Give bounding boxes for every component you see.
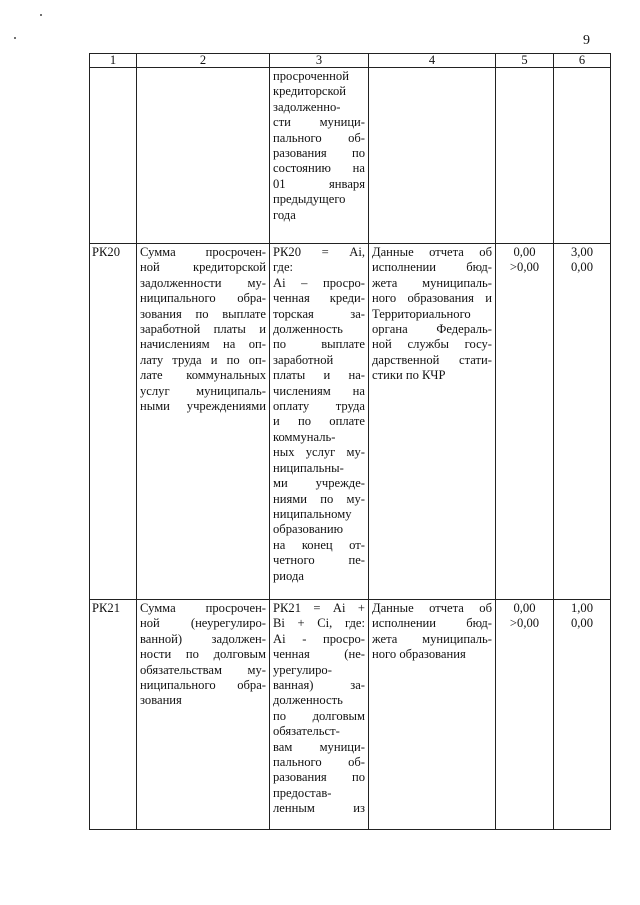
table-row-continuation — [90, 68, 611, 244]
text-line: услуг муниципаль- — [140, 383, 266, 398]
text-line: исполнении бюд- — [372, 260, 492, 275]
text-line: Территориального — [372, 306, 471, 321]
threshold-cell — [496, 600, 554, 830]
text-line: ниципального обра- — [140, 678, 266, 693]
text-line: образованию — [273, 522, 344, 537]
score-value: 1,00 — [570, 601, 594, 615]
text-line: пального об- — [273, 755, 365, 770]
header-cell: 6 — [554, 54, 611, 68]
text-line: РК21 = Ai + — [273, 601, 365, 615]
page-number: 9 — [583, 33, 590, 48]
text-line: по долговым — [273, 708, 365, 723]
formula-cell — [270, 600, 369, 830]
text-line: года — [273, 207, 296, 222]
text-line: по выплате — [273, 337, 365, 352]
text-line: 01 января — [273, 176, 365, 191]
text-line: просроченной — [273, 69, 349, 83]
header-cell: 5 — [496, 54, 554, 68]
text-line: обязательствам му- — [140, 662, 266, 677]
code-cell: РК20 — [90, 244, 137, 600]
source-cell — [369, 244, 496, 600]
text-line: заработной — [273, 352, 334, 367]
header-row — [90, 54, 611, 68]
text-line: вам муници- — [273, 739, 365, 754]
value-cell — [496, 68, 554, 244]
text-line: стики по КЧР — [372, 368, 446, 383]
text-line: ной службы госу- — [372, 337, 492, 352]
code-cell: РК21 — [90, 600, 137, 830]
header-cell: 3 — [270, 54, 369, 68]
text-line: ных услуг му- — [273, 445, 365, 460]
text-line: долженность — [273, 693, 343, 708]
text-line: органа Федераль- — [372, 322, 492, 337]
text-line: обязательст- — [273, 724, 340, 739]
text-line: на конец от- — [273, 537, 365, 552]
scan-speck — [40, 14, 42, 16]
text-line: кредиторской — [273, 84, 347, 99]
indicator-table — [89, 53, 611, 830]
text-line: где: — [273, 260, 294, 275]
threshold-value: 0,00 — [513, 601, 536, 615]
table-row — [90, 600, 611, 830]
text-line: четного пе- — [273, 553, 365, 568]
text-line: Ai – просро- — [273, 275, 365, 290]
header-cell: 1 — [90, 54, 137, 68]
text-line: числениям на — [273, 383, 365, 398]
text-line: ниципальны- — [273, 460, 344, 475]
text-line: ниями по му- — [273, 491, 365, 506]
text-line: пального об- — [273, 130, 365, 145]
text-line: задолженно- — [273, 99, 341, 114]
source-cell — [369, 68, 496, 244]
text-line: дарственной стати- — [372, 352, 492, 367]
text-line: ниципального обра- — [140, 291, 266, 306]
text-line: разования по — [273, 770, 365, 785]
threshold-cell — [496, 244, 554, 600]
text-line: исполнении бюд- — [372, 616, 492, 631]
header-cell: 4 — [369, 54, 496, 68]
text-line: Сумма просрочен- — [140, 245, 266, 259]
text-line: лату труда и по оп- — [140, 352, 266, 367]
text-line: торская за- — [273, 306, 365, 321]
code-cell — [90, 68, 137, 244]
text-line: заработной платы и — [140, 322, 266, 337]
text-line: ниципальному — [273, 506, 352, 521]
text-line: Ai - просро- — [273, 631, 365, 646]
text-line: состоянию на — [273, 161, 365, 176]
score-cell — [554, 244, 611, 600]
text-line: жета муниципаль- — [372, 275, 492, 290]
text-line: ленным из — [273, 801, 365, 816]
score-value: 0,00 — [570, 616, 594, 631]
value-cell — [554, 68, 611, 244]
text-line: предостав- — [273, 785, 332, 800]
text-line: Bi + Ci, где: — [273, 616, 365, 631]
text-line: ванной) задолжен- — [140, 631, 266, 646]
text-line: долженность — [273, 322, 343, 337]
score-value: 3,00 — [570, 245, 594, 259]
text-line: оплату труда — [273, 399, 365, 414]
score-value: 0,00 — [570, 260, 594, 275]
text-line: начислениям на оп- — [140, 337, 266, 352]
name-cell — [137, 600, 270, 830]
formula-cell — [270, 68, 369, 244]
text-line: Данные отчета об — [372, 245, 492, 259]
text-line: жета муниципаль- — [372, 631, 492, 646]
header-cell: 2 — [137, 54, 270, 68]
text-line: РК20 = Ai, — [273, 245, 365, 259]
text-line: разования по — [273, 146, 365, 161]
text-line: Сумма просрочен- — [140, 601, 266, 615]
text-line: лате коммунальных — [140, 368, 266, 383]
name-cell — [137, 68, 270, 244]
source-cell — [369, 600, 496, 830]
text-line: ного образования и — [372, 291, 492, 306]
text-line: ного образования — [372, 647, 466, 662]
text-line: зования по выплате — [140, 306, 266, 321]
text-line: ченная креди- — [273, 291, 365, 306]
text-line: урегулиро- — [273, 662, 332, 677]
scan-speck — [14, 37, 16, 39]
text-line: задолженности му- — [140, 275, 266, 290]
name-cell — [137, 244, 270, 600]
text-line: ности по долговым — [140, 647, 266, 662]
text-line: ми учрежде- — [273, 476, 365, 491]
formula-cell — [270, 244, 369, 600]
text-line: предыдущего — [273, 192, 346, 207]
text-line: и по оплате — [273, 414, 365, 429]
text-line: платы и на- — [273, 368, 365, 383]
text-line: зования — [140, 693, 182, 708]
text-line: Данные отчета об — [372, 601, 492, 615]
score-cell — [554, 600, 611, 830]
text-line: ной кредиторской — [140, 260, 266, 275]
text-line: ченная (не- — [273, 647, 365, 662]
text-line: ванная) за- — [273, 678, 365, 693]
text-line: коммуналь- — [273, 429, 336, 444]
threshold-value: >0,00 — [509, 616, 540, 631]
text-line: риода — [273, 568, 304, 583]
threshold-value: >0,00 — [509, 260, 540, 275]
table-row — [90, 244, 611, 600]
threshold-value: 0,00 — [513, 245, 536, 259]
text-line: сти муници- — [273, 115, 365, 130]
text-line: ными учреждениями — [140, 399, 266, 414]
text-line: ной (неурегулиро- — [140, 616, 266, 631]
